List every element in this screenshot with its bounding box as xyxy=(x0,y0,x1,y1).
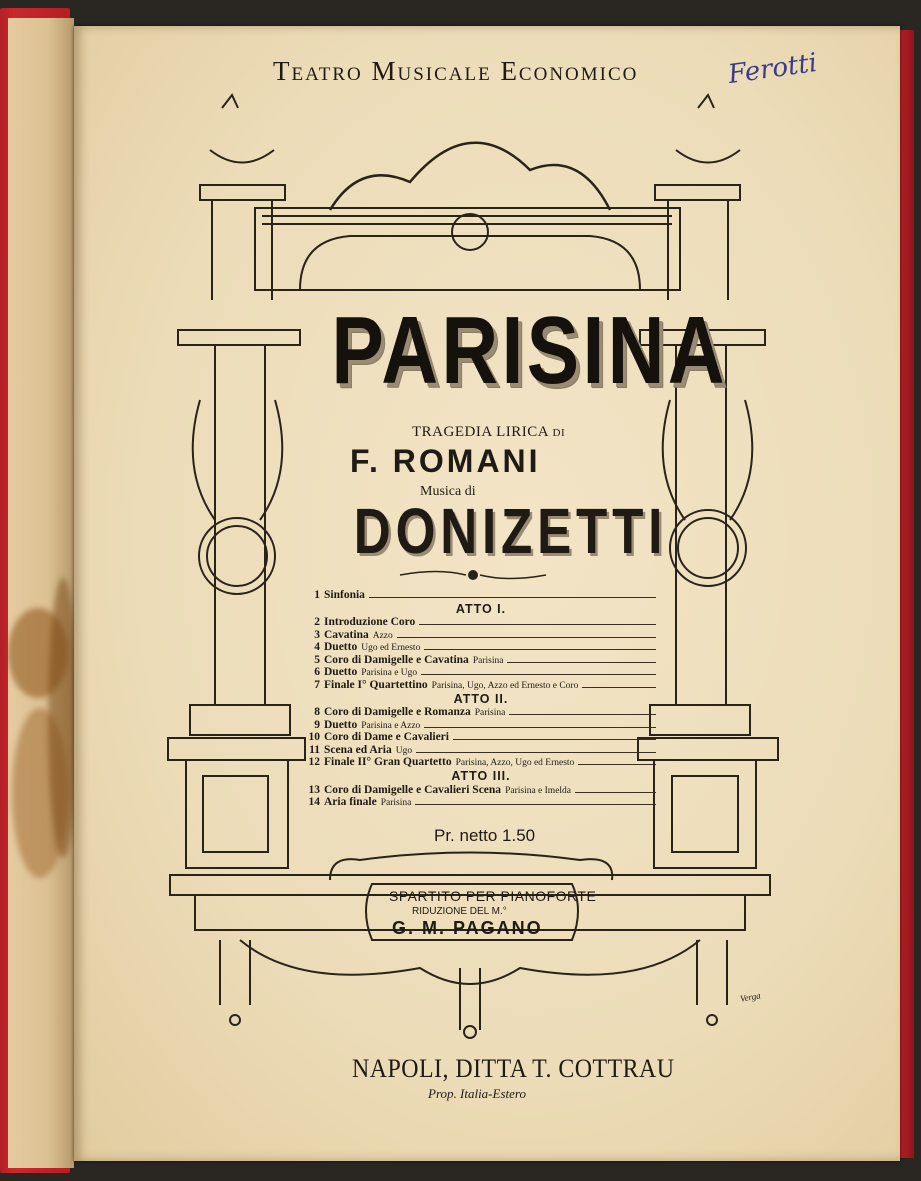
item-number: 3 xyxy=(314,628,320,641)
leader-line xyxy=(369,597,656,598)
trophy-ornament xyxy=(330,143,610,210)
item-characters: Parisina e Azzo xyxy=(361,720,421,731)
item-number: 12 xyxy=(308,756,320,768)
item-label: Coro di Dame e Cavalieri xyxy=(324,731,449,743)
item-label: Duetto xyxy=(324,718,358,731)
item-characters: Parisina, Ugo, Azzo ed Ernesto e Coro xyxy=(431,680,579,691)
contents-item xyxy=(300,796,662,809)
leader-line xyxy=(397,637,656,638)
publisher: NAPOLI, DITTA T. COTTRAU xyxy=(352,1054,675,1083)
opera-title: PARISINA xyxy=(331,297,728,404)
contents-item xyxy=(300,718,662,731)
engraver-signature: Verga xyxy=(739,990,762,1004)
item-number: 10 xyxy=(308,731,320,743)
leader-line xyxy=(424,649,656,650)
item-number: 5 xyxy=(314,653,320,666)
left-medallion xyxy=(199,518,275,594)
librettist-prefix: TRAGEDIA LIRICA di xyxy=(412,424,566,440)
item-label: Aria finale xyxy=(324,796,377,808)
act-heading xyxy=(300,601,662,616)
contents-item xyxy=(300,653,662,666)
item-label: Coro di Damigelle e Romanza xyxy=(324,706,471,718)
contents-item xyxy=(300,628,662,641)
contents-item xyxy=(300,731,662,744)
leader-line xyxy=(509,714,656,715)
item-characters: Parisina e Imelda xyxy=(505,785,572,796)
item-characters: Azzo xyxy=(372,630,393,641)
act-heading xyxy=(300,768,662,783)
item-label: Finale I° Quartettino xyxy=(324,678,428,691)
contents-item xyxy=(300,756,662,769)
contents-item xyxy=(300,641,662,654)
leader-line xyxy=(453,739,656,740)
series-title: Teatro Musicale Economico xyxy=(273,56,639,86)
item-characters: Parisina xyxy=(380,798,412,808)
item-number: 14 xyxy=(308,796,320,808)
contents-item xyxy=(300,616,662,629)
item-label: Finale II° Gran Quartetto xyxy=(324,756,452,768)
item-number: 2 xyxy=(314,616,320,628)
pencil-signature: Ferotti xyxy=(726,47,819,91)
item-number: 8 xyxy=(314,706,320,718)
item-label: Scena ed Aria xyxy=(324,743,392,756)
leader-line xyxy=(415,804,656,805)
item-label: Duetto xyxy=(324,641,358,653)
contents-item xyxy=(300,743,662,756)
contents-item xyxy=(300,706,662,719)
leader-line xyxy=(507,662,656,663)
divider-ornament-icon xyxy=(398,566,548,584)
contents-list xyxy=(300,588,662,808)
contents-item xyxy=(300,666,662,679)
price: Pr. netto 1.50 xyxy=(434,826,536,845)
item-characters: Parisina xyxy=(474,708,506,718)
act-label: ATTO I. xyxy=(455,601,507,616)
act-heading xyxy=(300,691,662,706)
item-characters: Ugo ed Ernesto xyxy=(361,643,421,653)
leader-line xyxy=(416,752,656,753)
item-number: 9 xyxy=(314,718,320,731)
composer-prefix: Musica di xyxy=(420,484,476,499)
item-number: 1 xyxy=(314,588,320,601)
contents-item xyxy=(300,588,662,601)
item-label: Coro di Damigelle e Cavalieri Scena xyxy=(324,783,502,796)
contents-item xyxy=(300,783,662,796)
item-number: 7 xyxy=(314,678,320,691)
item-characters: Parisina e Ugo xyxy=(361,668,418,678)
item-characters: Parisina, Azzo, Ugo ed Ernesto xyxy=(455,758,575,768)
leader-line xyxy=(575,792,656,793)
banner-line-2: RIDUZIONE DEL M.° xyxy=(412,906,507,917)
item-label: Cavatina xyxy=(324,628,369,641)
bottom-cartouche xyxy=(170,853,770,1039)
item-label: Introduzione Coro xyxy=(324,616,416,628)
item-characters: Parisina xyxy=(472,655,504,666)
item-label: Sinfonia xyxy=(324,588,365,601)
contents-item xyxy=(300,678,662,691)
mask-ornament xyxy=(452,214,488,250)
banner-line-1: SPARTITO PER PIANOFORTE xyxy=(389,888,597,904)
composer-name: DONIZETTI xyxy=(353,495,668,567)
left-column xyxy=(168,95,305,868)
leader-line xyxy=(421,674,656,675)
act-label: ATTO II. xyxy=(453,691,509,706)
item-number: 13 xyxy=(308,783,320,796)
item-label: Coro di Damigelle e Cavatina xyxy=(324,653,469,666)
act-label: ATTO III. xyxy=(451,769,511,783)
leader-line xyxy=(582,687,656,688)
librettist-name: F. ROMANI xyxy=(350,443,541,479)
item-number: 11 xyxy=(309,743,320,756)
item-label: Duetto xyxy=(324,666,358,678)
leader-line xyxy=(424,727,656,728)
leader-line xyxy=(578,764,656,765)
right-medallion xyxy=(670,510,746,586)
rights-notice: Prop. Italia-Estero xyxy=(428,1086,526,1101)
item-number: 6 xyxy=(314,666,320,678)
leader-line xyxy=(419,624,656,625)
arranger-name: G. M. PAGANO xyxy=(392,918,543,938)
item-characters: Ugo xyxy=(395,745,413,756)
item-number: 4 xyxy=(314,641,320,653)
